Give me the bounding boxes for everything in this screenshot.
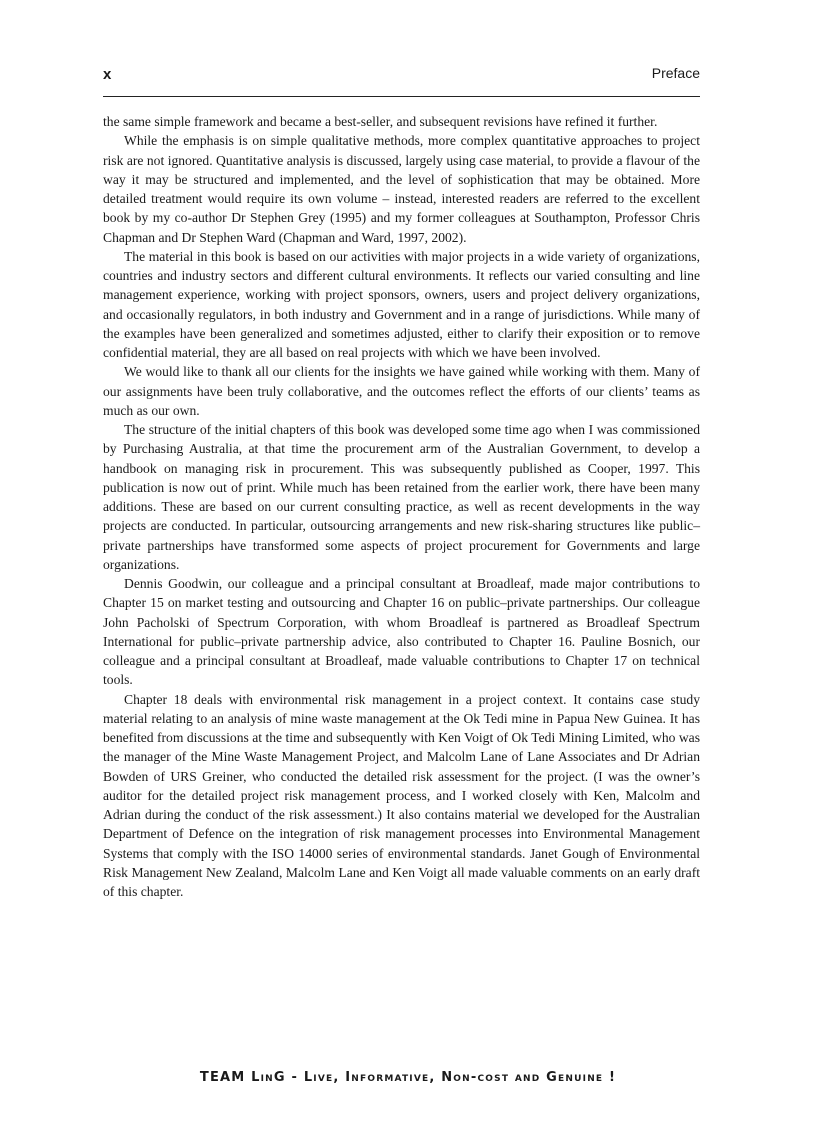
paragraph: the same simple framework and became a best-seller, and subsequent revisions have refined it further. <box>103 114 658 129</box>
paragraph: Dennis Goodwin, our colleague and a principal consultant at Broadleaf, made major contributions to Chapter 15 on market testing and outsourcing and Chapter 16 on public–private partnerships. Our colleague John Pacholski of Spectrum Corporation, with whom Broadleaf is partnered as Broadleaf Spectrum International for public–private partnership advice, also contributed to Chapter 16. Pauline Bosnich, our colleague and a principal consultant at Broadleaf, made valuable contributions to Chapter 17 on technical tools. <box>103 576 700 688</box>
paragraph: Chapter 18 deals with environmental risk management in a project context. It contains case study material relating to an analysis of mine waste management at the Ok Tedi mine in Papua New Guinea. It has benefited from discussions at the time and subsequently with Ken Voigt of Ok Tedi Mining Limited, who was the manager of the Mine Waste Management Project, and Malcolm Lane of Lane Associates and Dr Adrian Bowden of URS Greiner, who conducted the detailed risk assessment for the project. (I was the owner’s auditor for the detailed project risk management process, and I worked closely with Ken, Malcolm and Adrian during the conduct of the risk assessment.) It also contains material we developed for the Australian Department of Defence on the integration of risk management processes into Environmental Management Systems that comply with the ISO 14000 series of environmental standards. Janet Gough of Environmental Risk Management New Zealand, Malcolm Lane and Ken Voigt all made valuable comments on an early draft of this chapter. <box>103 691 700 899</box>
paragraph: We would like to thank all our clients for the insights we have gained while working with them. Many of our assignments have been truly collaborative, and the outcomes reflect the efforts of our clients’ teams as much as our own. <box>103 364 700 418</box>
paragraph: While the emphasis is on simple qualitative methods, more complex quantitative approaches to project risk are not ignored. Quantitative analysis is discussed, largely using case material, to provide a flavour of the way it may be structured and implemented, and the level of sophistication that may be obtained. More detailed treatment would require its own volume – instead, interested readers are referred to the excellent book by my co-author Dr Stephen Grey (1995) and my former colleagues at Southampton, Professor Chris Chapman and Dr Stephen Ward (Chapman and Ward, 1997, 2002). <box>103 133 700 245</box>
page-header <box>103 62 700 97</box>
paragraph: The material in this book is based on our activities with major projects in a wide variety of organizations, countries and industry sectors and different cultural environments. It reflects our varied consulting and line management experience, working with project sponsors, owners, users and project delivery organizations, and occasionally regulators, in both industry and Government and in a range of jurisdictions. While many of the examples have been generalized and sometimes adjusted, either to clarify their exposition or to remove confidential material, they are all based on real projects with which we have been involved. <box>103 248 700 360</box>
paragraph: The structure of the initial chapters of this book was developed some time ago when I was commissioned by Purchasing Australia, at that time the procurement arm of the Australian Government, to develop a handbook on managing risk in procurement. This was subsequently published as Cooper, 1997. This publication is now out of print. While much has been retained from the earlier work, there have been many additions. These are based on our current consulting practice, as well as recent developments in the way projects are conducted. In particular, outsourcing arrangements and new risk-sharing structures like public–private partnerships have transformed some aspects of project procurement for Governments and large organizations. <box>103 422 700 572</box>
running-head: Preface <box>651 65 700 81</box>
footer-watermark: TEAM LinG - Live, Informative, Non-cost and Genuine ! <box>199 1070 617 1085</box>
page-number: x <box>103 66 112 83</box>
preface-body <box>103 112 700 901</box>
